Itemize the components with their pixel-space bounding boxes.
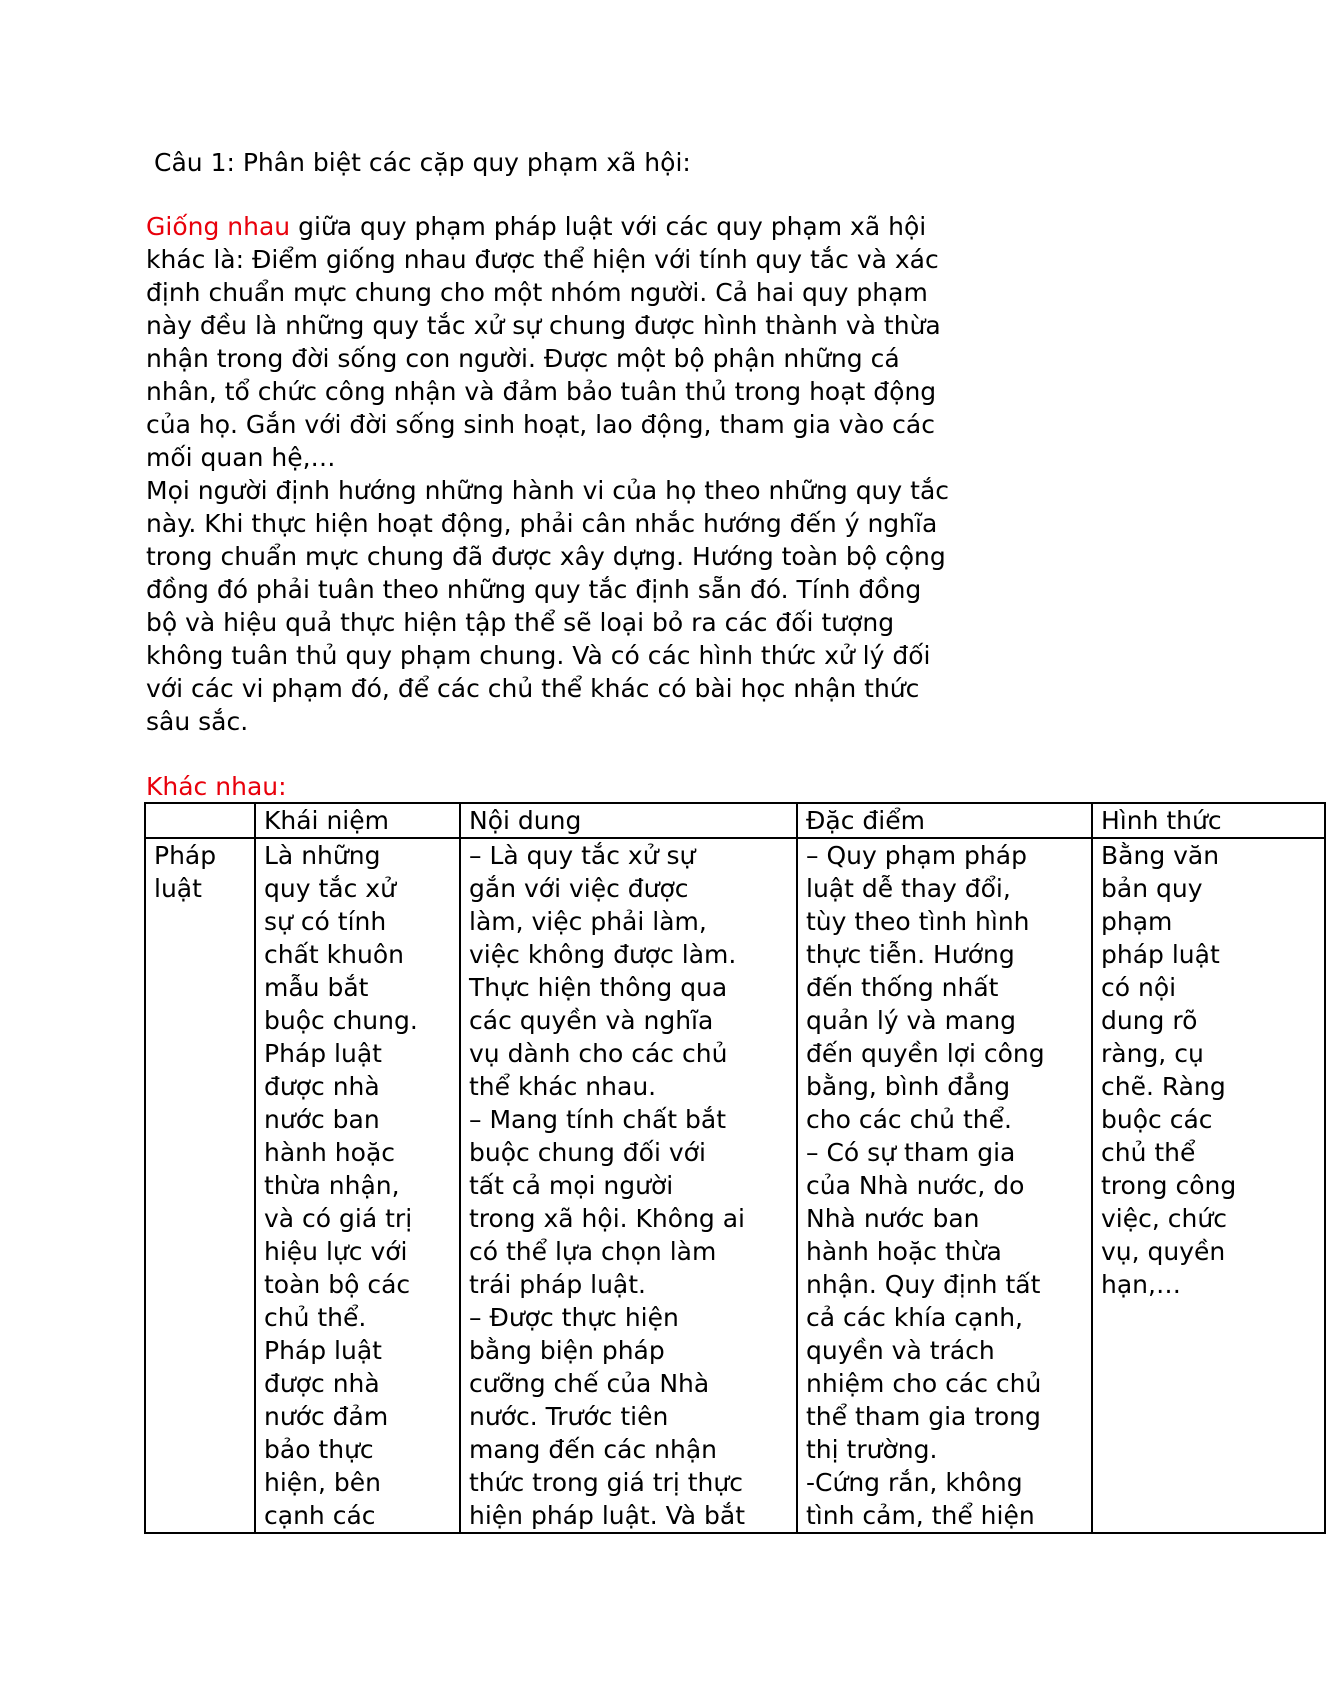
cell-line: sự có tính (264, 907, 387, 936)
cell-line: thị trường. (806, 1435, 938, 1464)
cell-line: việc, chức (1101, 1204, 1227, 1233)
differences-table (144, 802, 1326, 1534)
cell-line: mẫu bắt (264, 973, 369, 1002)
cell-line: trong công (1101, 1171, 1237, 1200)
cell-line: và có giá trị (264, 1204, 413, 1233)
cell-line: cạnh các (264, 1501, 376, 1530)
header-khai-niem: Khái niệm (255, 803, 460, 838)
cell-line: chất khuôn (264, 940, 404, 969)
cell-line: thừa nhận, (264, 1171, 400, 1200)
cell-line: nước đảm (264, 1402, 389, 1431)
cell-line: vụ dành cho các chủ (469, 1039, 728, 1068)
similarities-first-line (146, 210, 1186, 243)
cell-line: luật dễ thay đổi, (806, 874, 1011, 903)
cell-line: thể tham gia trong (806, 1402, 1041, 1431)
cell-line: hạn,… (1101, 1270, 1181, 1299)
cell-line: Nhà nước ban (806, 1204, 980, 1233)
cell-line: Pháp luật (264, 1039, 382, 1068)
cell-line: luật (154, 874, 202, 903)
header-dac-diem: Đặc điểm (797, 803, 1092, 838)
paragraph-line: đồng đó phải tuân theo những quy tắc định sẵn đó. Tính đồng (146, 575, 922, 604)
similarities-first-line-rest: giữa quy phạm pháp luật với các quy phạm xã hội (290, 212, 927, 241)
cell-line: Thực hiện thông qua (469, 973, 728, 1002)
cell-line: đến quyền lợi công (806, 1039, 1045, 1068)
khai-niem-cell (255, 838, 460, 1533)
header-noi-dung: Nội dung (460, 803, 797, 838)
cell-line: – Được thực hiện (469, 1303, 679, 1332)
cell-line: làm, việc phải làm, (469, 907, 707, 936)
cell-line: – Là quy tắc xử sự (469, 841, 696, 870)
cell-line: có nội (1101, 973, 1177, 1002)
cell-line: các quyền và nghĩa (469, 1006, 714, 1035)
cell-line: hành hoặc thừa (806, 1237, 1002, 1266)
row-label-cell (145, 838, 255, 1533)
cell-line: thể khác nhau. (469, 1072, 657, 1101)
paragraph-line: này. Khi thực hiện hoạt động, phải cân nhắc hướng đến ý nghĩa (146, 509, 938, 538)
differences-heading: Khác nhau: (146, 772, 287, 801)
dac-diem-cell (797, 838, 1092, 1533)
cell-line: tất cả mọi người (469, 1171, 674, 1200)
cell-line: hiện pháp luật. Và bắt (469, 1501, 746, 1530)
cell-line: bảo thực (264, 1435, 374, 1464)
paragraph-line: bộ và hiệu quả thực hiện tập thể sẽ loại bỏ ra các đối tượng (146, 608, 895, 637)
paragraph-line: khác là: Điểm giống nhau được thể hiện với tính quy tắc và xác (146, 245, 939, 274)
cell-line: chủ thể (1101, 1138, 1196, 1167)
cell-line: tùy theo tình hình (806, 907, 1030, 936)
cell-line: chẽ. Ràng (1101, 1072, 1226, 1101)
cell-line: trong xã hội. Không ai (469, 1204, 745, 1233)
cell-line: vụ, quyền (1101, 1237, 1226, 1266)
paragraph-line: này đều là những quy tắc xử sự chung được hình thành và thừa (146, 311, 941, 340)
cell-line: tình cảm, thể hiện (806, 1501, 1035, 1530)
differences-table-wrapper (144, 802, 1237, 1530)
cell-line: cho các chủ thể. (806, 1105, 1012, 1134)
cell-line: -Cứng rắn, không (806, 1468, 1023, 1497)
cell-line: đến thống nhất (806, 973, 999, 1002)
cell-line: buộc các (1101, 1105, 1213, 1134)
cell-line: có thể lựa chọn làm (469, 1237, 717, 1266)
cell-line: toàn bộ các (264, 1270, 411, 1299)
paragraph-line: nhân, tổ chức công nhận và đảm bảo tuân thủ trong hoạt động (146, 377, 937, 406)
header-empty-cell (145, 803, 255, 838)
cell-line: Pháp (154, 841, 217, 870)
cell-line: thức trong giá trị thực (469, 1468, 743, 1497)
hinh-thuc-cell (1092, 838, 1325, 1533)
paragraph-line: mối quan hệ,… (146, 443, 336, 472)
cell-line: trái pháp luật. (469, 1270, 647, 1299)
cell-line: hiệu lực với (264, 1237, 408, 1266)
cell-line: cả các khía cạnh, (806, 1303, 1024, 1332)
cell-line: buộc chung đối với (469, 1138, 706, 1167)
paragraph-line: của họ. Gắn với đời sống sinh hoạt, lao động, tham gia vào các (146, 410, 935, 439)
paragraph-line: sâu sắc. (146, 707, 249, 736)
cell-line: bằng biện pháp (469, 1336, 665, 1365)
cell-line: quy tắc xử (264, 874, 396, 903)
cell-line: bản quy (1101, 874, 1203, 903)
cell-line: ràng, cụ (1101, 1039, 1204, 1068)
header-hinh-thuc: Hình thức (1092, 803, 1325, 838)
table-header-row (145, 803, 1325, 838)
cell-line: quản lý và mang (806, 1006, 1016, 1035)
cell-line: dung rõ (1101, 1006, 1198, 1035)
similarities-highlight: Giống nhau (146, 212, 291, 241)
cell-line: nước ban (264, 1105, 380, 1134)
cell-line: được nhà (264, 1369, 380, 1398)
cell-line: Pháp luật (264, 1336, 382, 1365)
paragraph-line: nhận trong đời sống con người. Được một bộ phận những cá (146, 344, 900, 373)
similarities-body (146, 243, 1186, 738)
noi-dung-cell (460, 838, 797, 1533)
cell-line: hành hoặc (264, 1138, 396, 1167)
paragraph-line: với các vi phạm đó, để các chủ thể khác có bài học nhận thức (146, 674, 920, 703)
table-row (145, 838, 1325, 1533)
cell-line: mang đến các nhận (469, 1435, 717, 1464)
cell-line: được nhà (264, 1072, 380, 1101)
cell-line: quyền và trách (806, 1336, 995, 1365)
paragraph-line: Mọi người định hướng những hành vi của họ theo những quy tắc (146, 476, 950, 505)
cell-line: nhận. Quy định tất (806, 1270, 1041, 1299)
cell-line: việc không được làm. (469, 940, 737, 969)
cell-line: – Mang tính chất bắt (469, 1105, 727, 1134)
cell-line: cưỡng chế của Nhà (469, 1369, 710, 1398)
cell-line: thực tiễn. Hướng (806, 940, 1015, 969)
cell-line: buộc chung. (264, 1006, 418, 1035)
cell-line: nhiệm cho các chủ (806, 1369, 1042, 1398)
cell-line: hiện, bên (264, 1468, 382, 1497)
cell-line: phạm (1101, 907, 1173, 936)
question-title: Câu 1: Phân biệt các cặp quy phạm xã hội: (154, 148, 691, 177)
cell-line: gắn với việc được (469, 874, 689, 903)
cell-line: pháp luật (1101, 940, 1220, 969)
similarities-paragraph (146, 210, 1186, 738)
paragraph-line: không tuân thủ quy phạm chung. Và có các hình thức xử lý đối (146, 641, 931, 670)
paragraph-line: trong chuẩn mực chung đã được xây dựng. Hướng toàn bộ cộng (146, 542, 946, 571)
cell-line: nước. Trước tiên (469, 1402, 669, 1431)
cell-line: Là những (264, 841, 381, 870)
cell-line: – Quy phạm pháp (806, 841, 1027, 870)
cell-line: của Nhà nước, do (806, 1171, 1025, 1200)
cell-line: bằng, bình đẳng (806, 1072, 1011, 1101)
cell-line: – Có sự tham gia (806, 1138, 1016, 1167)
paragraph-line: định chuẩn mực chung cho một nhóm người. Cả hai quy phạm (146, 278, 928, 307)
cell-line: Bằng văn (1101, 841, 1220, 870)
cell-line: chủ thể. (264, 1303, 367, 1332)
